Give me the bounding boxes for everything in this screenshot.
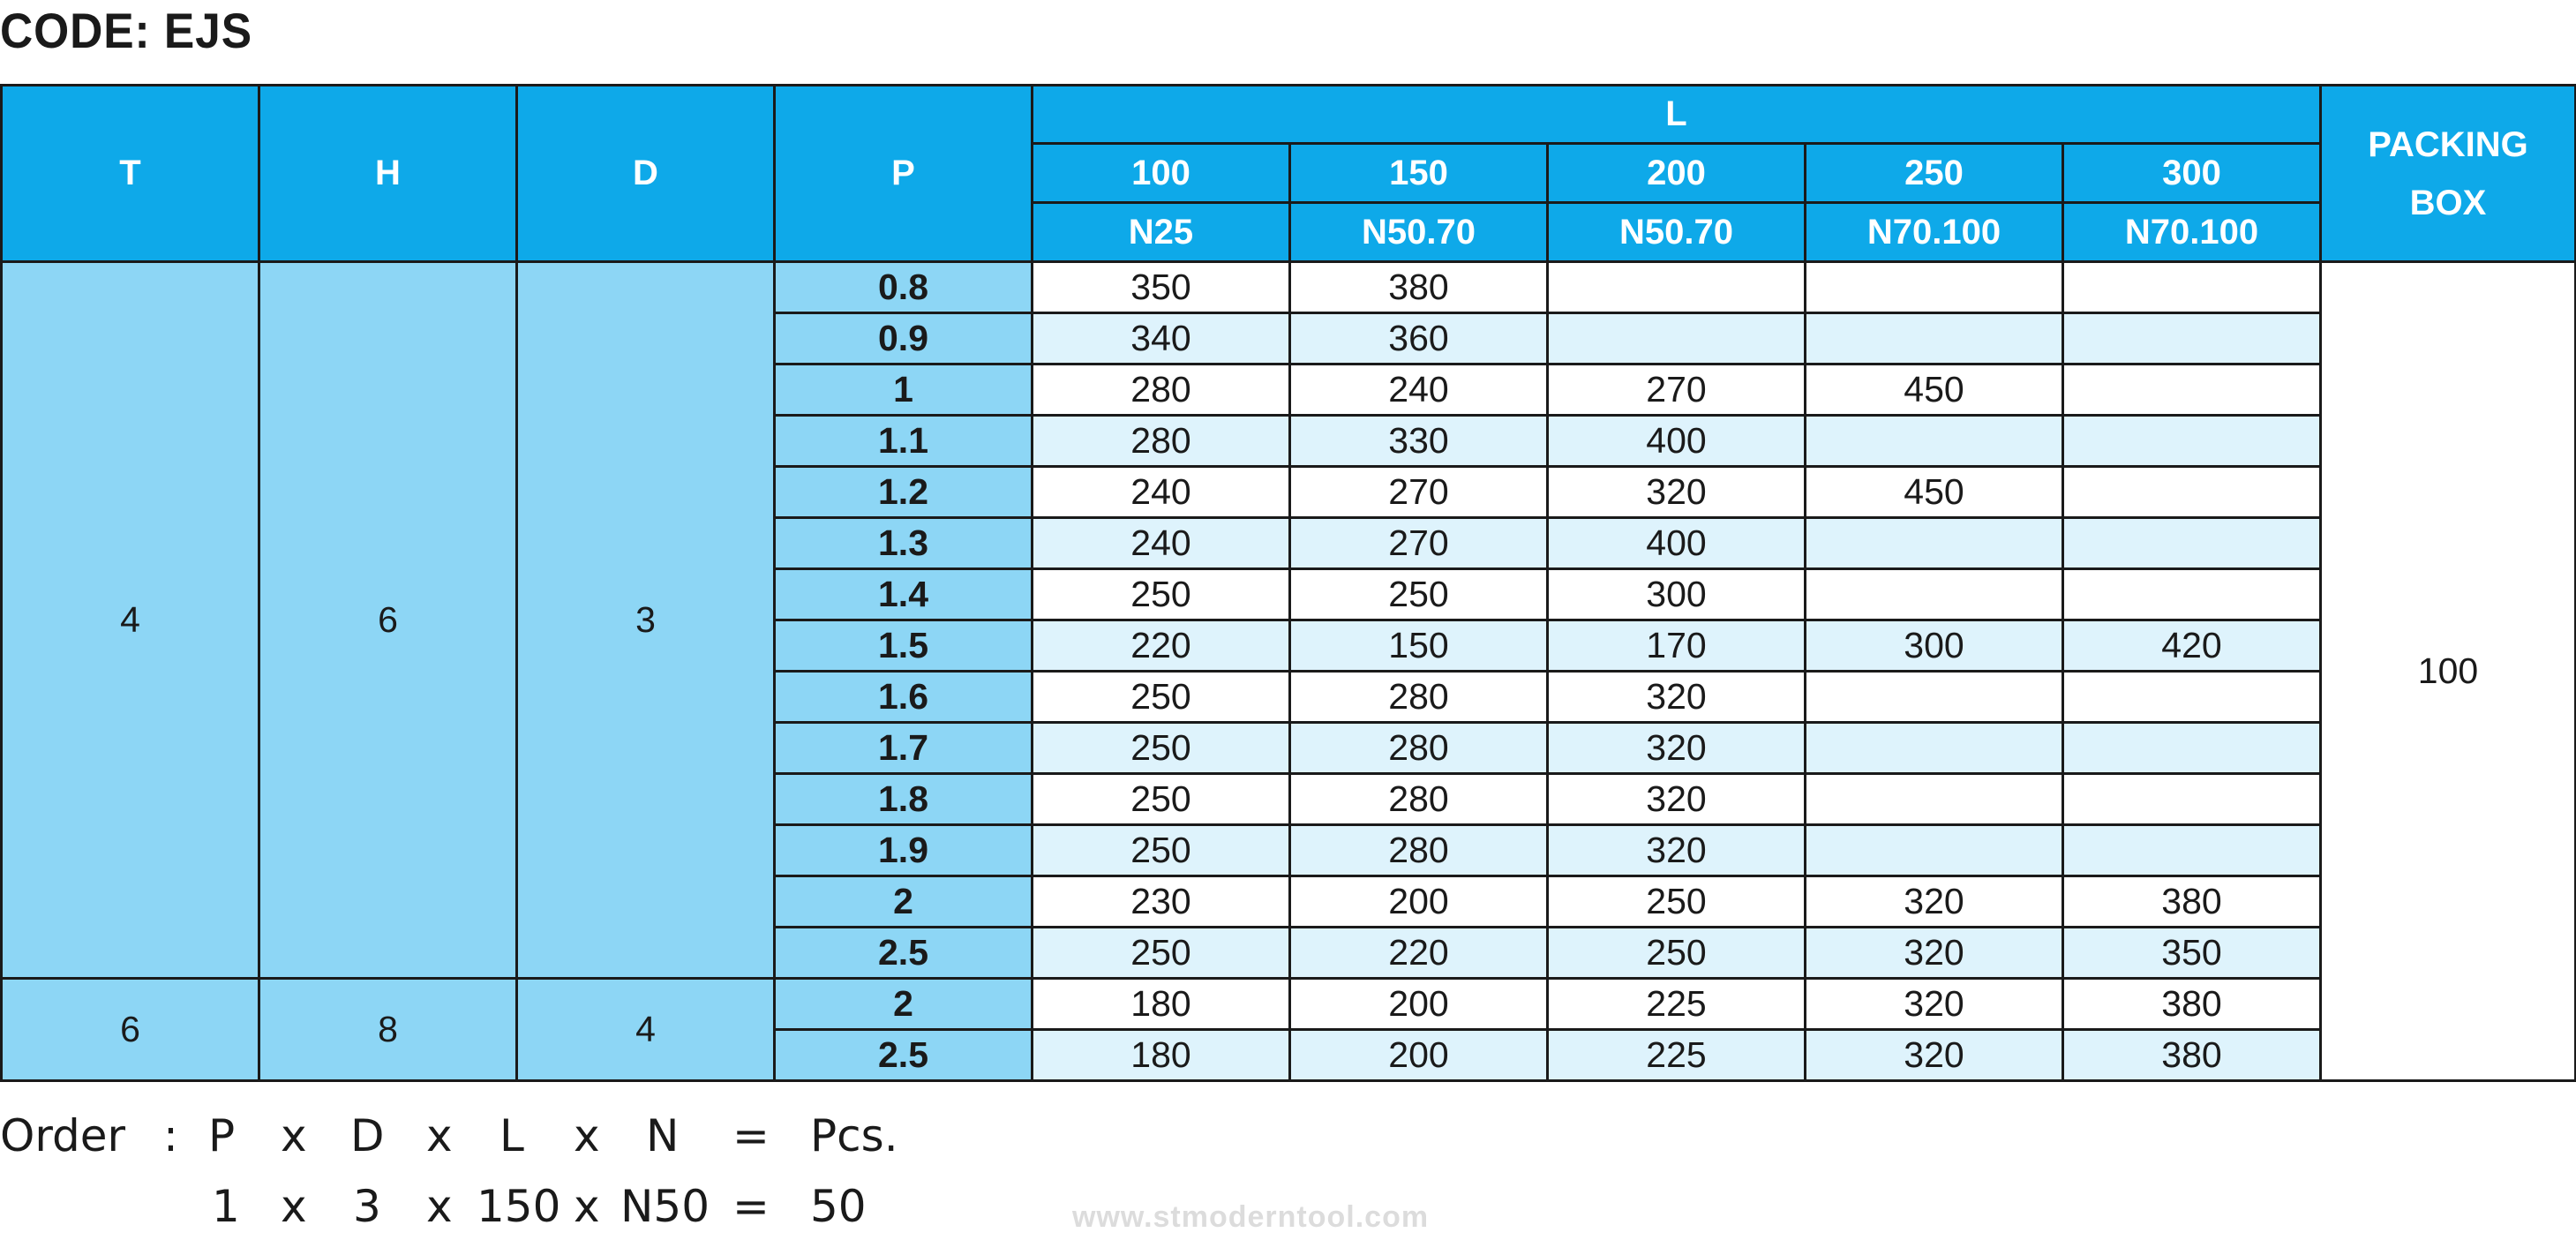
value-cell — [1548, 262, 1806, 313]
value-cell: 320 — [1806, 1030, 2063, 1081]
order-token: N — [646, 1110, 680, 1161]
order-token: = — [732, 1110, 770, 1161]
value-cell: 450 — [1806, 467, 2063, 518]
value-cell: 420 — [2063, 620, 2321, 672]
value-cell — [2063, 825, 2321, 876]
value-cell: 180 — [1033, 1030, 1290, 1081]
order-token: x — [574, 1181, 600, 1232]
value-cell: 150 — [1290, 620, 1548, 672]
p-value-cell: 1.9 — [775, 825, 1033, 876]
value-cell: 250 — [1033, 928, 1290, 979]
p-value-cell: 1.3 — [775, 518, 1033, 569]
value-cell: 250 — [1290, 569, 1548, 620]
value-cell: 200 — [1290, 979, 1548, 1030]
header-l: L — [1033, 86, 2321, 144]
header-t: T — [2, 86, 259, 262]
value-cell — [1806, 672, 2063, 723]
value-cell: 220 — [1290, 928, 1548, 979]
value-cell: 280 — [1290, 774, 1548, 825]
header-length: 250 — [1806, 144, 2063, 203]
header-n-code: N50.70 — [1290, 203, 1548, 262]
value-cell: 320 — [1548, 825, 1806, 876]
value-cell: 250 — [1033, 672, 1290, 723]
value-cell — [1548, 313, 1806, 364]
value-cell — [1806, 416, 2063, 467]
value-cell: 340 — [1033, 313, 1290, 364]
value-cell: 380 — [2063, 1030, 2321, 1081]
value-cell: 400 — [1548, 416, 1806, 467]
value-cell: 240 — [1033, 467, 1290, 518]
order-token: N50 — [620, 1181, 710, 1232]
value-cell: 280 — [1033, 416, 1290, 467]
packing-line1: PACKING — [2368, 124, 2528, 164]
value-cell: 270 — [1548, 364, 1806, 416]
p-value-cell: 1.6 — [775, 672, 1033, 723]
order-token: 1 — [212, 1181, 240, 1232]
order-token: P — [208, 1110, 236, 1161]
value-cell — [2063, 672, 2321, 723]
value-cell: 250 — [1548, 876, 1806, 928]
page-title: CODE: EJS — [0, 3, 252, 58]
value-cell: 225 — [1548, 979, 1806, 1030]
value-cell: 280 — [1290, 723, 1548, 774]
p-value-cell: 1.1 — [775, 416, 1033, 467]
spec-table — [0, 84, 2576, 1082]
order-token: x — [574, 1110, 600, 1161]
header-packing-box — [2321, 86, 2576, 262]
order-token: x — [426, 1181, 453, 1232]
order-token: Pcs. — [810, 1110, 898, 1161]
packing-value-cell: 100 — [2321, 262, 2576, 1081]
value-cell — [2063, 262, 2321, 313]
value-cell: 380 — [1290, 262, 1548, 313]
value-cell — [1806, 774, 2063, 825]
group-h-cell: 8 — [259, 979, 517, 1081]
value-cell: 380 — [2063, 876, 2321, 928]
value-cell — [1806, 723, 2063, 774]
value-cell: 320 — [1548, 467, 1806, 518]
group-d-cell: 4 — [517, 979, 775, 1081]
value-cell: 200 — [1290, 1030, 1548, 1081]
order-token: D — [350, 1110, 385, 1161]
value-cell: 360 — [1290, 313, 1548, 364]
p-value-cell: 1.8 — [775, 774, 1033, 825]
value-cell — [1806, 262, 2063, 313]
p-value-cell: 1 — [775, 364, 1033, 416]
value-cell: 220 — [1033, 620, 1290, 672]
value-cell: 300 — [1806, 620, 2063, 672]
group-h-cell: 6 — [259, 262, 517, 979]
value-cell: 280 — [1290, 672, 1548, 723]
header-length: 100 — [1033, 144, 1290, 203]
value-cell: 320 — [1806, 928, 2063, 979]
value-cell: 320 — [1548, 723, 1806, 774]
group-t-cell: 6 — [2, 979, 259, 1081]
header-n-code: N25 — [1033, 203, 1290, 262]
value-cell — [2063, 416, 2321, 467]
order-token: x — [281, 1110, 307, 1161]
p-value-cell: 2.5 — [775, 928, 1033, 979]
value-cell: 350 — [2063, 928, 2321, 979]
value-cell: 320 — [1548, 774, 1806, 825]
value-cell — [2063, 364, 2321, 416]
value-cell: 225 — [1548, 1030, 1806, 1081]
value-cell: 230 — [1033, 876, 1290, 928]
value-cell: 320 — [1806, 876, 2063, 928]
value-cell: 300 — [1548, 569, 1806, 620]
header-n-code: N50.70 — [1548, 203, 1806, 262]
table-body — [2, 262, 2576, 1081]
value-cell: 250 — [1033, 825, 1290, 876]
p-value-cell: 2.5 — [775, 1030, 1033, 1081]
order-token: : — [163, 1110, 178, 1161]
value-cell — [2063, 569, 2321, 620]
value-cell: 320 — [1806, 979, 2063, 1030]
value-cell — [2063, 518, 2321, 569]
value-cell: 250 — [1033, 774, 1290, 825]
value-cell — [1806, 313, 2063, 364]
value-cell: 270 — [1290, 467, 1548, 518]
value-cell: 380 — [2063, 979, 2321, 1030]
value-cell: 280 — [1033, 364, 1290, 416]
group-t-cell: 4 — [2, 262, 259, 979]
value-cell: 250 — [1033, 569, 1290, 620]
value-cell: 450 — [1806, 364, 2063, 416]
p-value-cell: 2 — [775, 876, 1033, 928]
value-cell — [2063, 313, 2321, 364]
value-cell — [1806, 569, 2063, 620]
header-length: 300 — [2063, 144, 2321, 203]
website-watermark: www.stmoderntool.com — [1072, 1200, 1430, 1234]
value-cell: 250 — [1548, 928, 1806, 979]
order-token: = — [732, 1181, 770, 1232]
value-cell: 250 — [1033, 723, 1290, 774]
header-length: 150 — [1290, 144, 1548, 203]
p-value-cell: 1.7 — [775, 723, 1033, 774]
p-value-cell: 1.2 — [775, 467, 1033, 518]
order-token: 50 — [810, 1181, 867, 1232]
header-d: D — [517, 86, 775, 262]
p-value-cell: 1.5 — [775, 620, 1033, 672]
header-n-code: N70.100 — [2063, 203, 2321, 262]
value-cell: 240 — [1290, 364, 1548, 416]
p-value-cell: 1.4 — [775, 569, 1033, 620]
value-cell — [2063, 467, 2321, 518]
value-cell: 180 — [1033, 979, 1290, 1030]
p-value-cell: 0.8 — [775, 262, 1033, 313]
p-value-cell: 2 — [775, 979, 1033, 1030]
value-cell — [1806, 825, 2063, 876]
p-value-cell: 0.9 — [775, 313, 1033, 364]
header-n-code: N70.100 — [1806, 203, 2063, 262]
header-p: P — [775, 86, 1033, 262]
order-token: x — [281, 1181, 307, 1232]
value-cell: 350 — [1033, 262, 1290, 313]
value-cell — [1806, 518, 2063, 569]
value-cell: 320 — [1548, 672, 1806, 723]
order-token: 3 — [353, 1181, 381, 1232]
table-row — [2, 262, 2576, 313]
order-token: 150 — [477, 1181, 561, 1232]
value-cell — [2063, 774, 2321, 825]
value-cell: 280 — [1290, 825, 1548, 876]
value-cell: 330 — [1290, 416, 1548, 467]
table-row — [2, 979, 2576, 1030]
value-cell: 400 — [1548, 518, 1806, 569]
order-token: L — [499, 1110, 524, 1161]
order-token: Order — [0, 1110, 126, 1161]
group-d-cell: 3 — [517, 262, 775, 979]
order-token: x — [426, 1110, 453, 1161]
value-cell: 240 — [1033, 518, 1290, 569]
header-length: 200 — [1548, 144, 1806, 203]
value-cell: 170 — [1548, 620, 1806, 672]
value-cell: 270 — [1290, 518, 1548, 569]
value-cell — [2063, 723, 2321, 774]
value-cell: 200 — [1290, 876, 1548, 928]
packing-line2: BOX — [2409, 183, 2487, 222]
header-h: H — [259, 86, 517, 262]
